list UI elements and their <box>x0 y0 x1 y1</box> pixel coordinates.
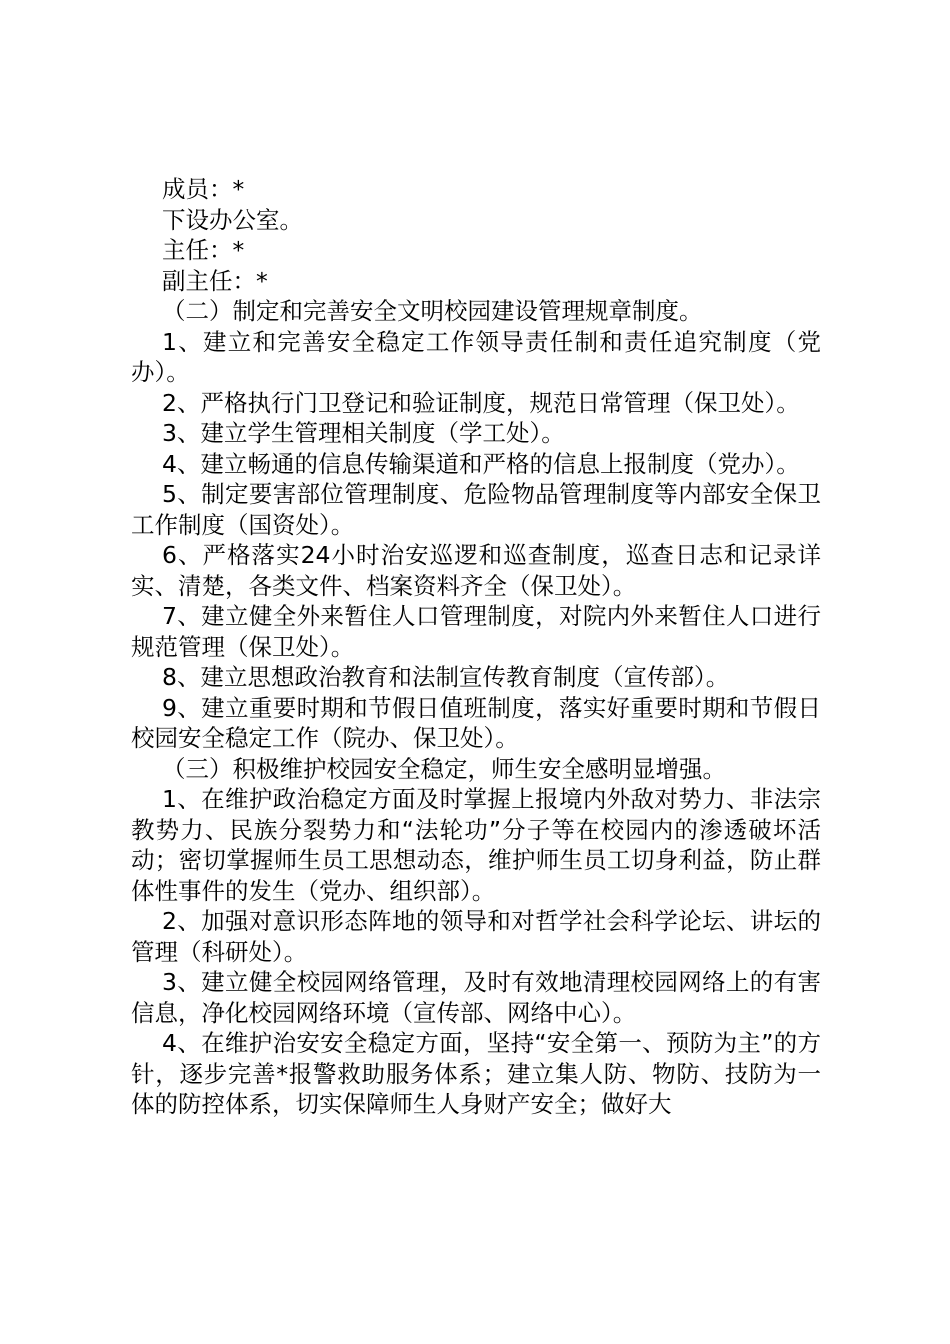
document-body <box>131 174 821 1120</box>
safety-item-4: 4、在维护治安安全稳定方面，坚持“安全第一、预防为主”的方针，逐步完善*报警救助服务体系；建立集人防、物防、技防为一体的防控体系，切实保障师生人身财产安全；做好大 <box>131 1029 821 1118</box>
director-line: 主任：* <box>162 236 245 264</box>
rule-item-4: 4、建立畅通的信息传输渠道和严格的信息上报制度（党办）。 <box>162 449 800 478</box>
office-line: 下设办公室。 <box>162 205 303 234</box>
rule-item-3: 3、建立学生管理相关制度（学工处）。 <box>162 419 565 447</box>
safety-item-1: 1、在维护政治稳定方面及时掌握上报境内外敌对势力、非法宗教势力、民族分裂势力和“法轮功”分子等在校园内的渗透破坏活动；密切掌握师生员工思想动态，维护师生员工切身利益，防止群体性事件的发生（党办、组织部）。 <box>131 785 821 905</box>
member-line: 成员：* <box>162 175 245 203</box>
rule-item-2: 2、严格执行门卫登记和验证制度，规范日常管理（保卫处）。 <box>162 388 800 417</box>
rule-item-7: 7、建立健全外来暂住人口管理制度，对院内外来暂住人口进行规范管理（保卫处）。 <box>131 602 821 661</box>
section-heading-3: （三）积极维护校园安全稳定，师生安全感明显增强。 <box>162 754 726 783</box>
safety-item-3: 3、建立健全校园网络管理，及时有效地清理校园网络上的有害信息，净化校园网络环境（宣传部、网络中心）。 <box>131 968 821 1027</box>
deputy-director-line: 副主任：* <box>162 266 268 295</box>
rule-item-9: 9、建立重要时期和节假日值班制度，落实好重要时期和节假日校园安全稳定工作（院办、保卫处）。 <box>131 693 821 752</box>
rule-item-1: 1、建立和完善安全稳定工作领导责任制和责任追究制度（党办）。 <box>131 327 821 386</box>
rule-item-8: 8、建立思想政治教育和法制宣传教育制度（宣传部）。 <box>162 663 730 691</box>
safety-item-2: 2、加强对意识形态阵地的领导和对哲学社会科学论坛、讲坛的管理（科研处）。 <box>131 907 821 966</box>
section-heading-2: （二）制定和完善安全文明校园建设管理规章制度。 <box>162 297 703 325</box>
rule-item-5: 5、制定要害部位管理制度、危险物品管理制度等内部安全保卫工作制度（国资处）。 <box>131 480 821 539</box>
rule-item-6: 6、严格落实24小时治安巡逻和巡查制度，巡查日志和记录详实、清楚，各类文件、档案资料齐全（保卫处）。 <box>131 541 821 600</box>
